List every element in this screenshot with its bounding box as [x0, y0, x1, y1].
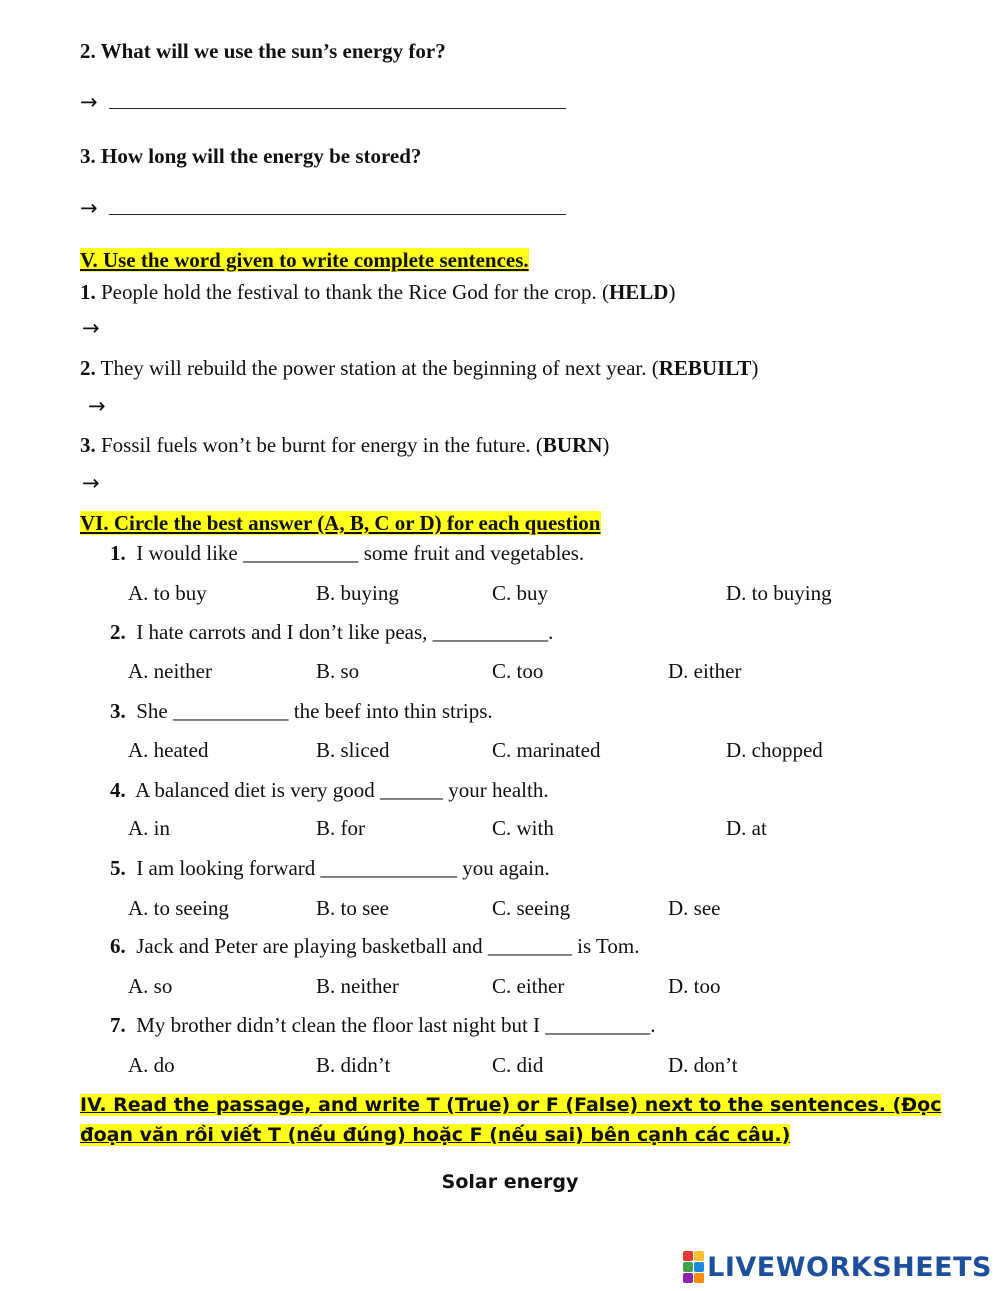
mcq-7-option-d[interactable]: D. don’t	[668, 1053, 738, 1077]
mcq-3-question: 3. She ___________ the beef into thin strips.	[110, 699, 493, 723]
section-5-heading: V. Use the word given to write complete sentences.	[80, 248, 529, 272]
mcq-5-option-d[interactable]: D. see	[668, 896, 721, 920]
answer-row-q2	[80, 89, 566, 115]
section-4-heading-line-1: IV. Read the passage, and write T (True) or F (False) next to the sentences. (Đọc	[80, 1094, 942, 1116]
mcq-2-option-a[interactable]: A. neither	[128, 659, 212, 683]
arrow-icon: →	[80, 196, 98, 220]
mcq-2-option-c[interactable]: C. too	[492, 659, 544, 683]
mcq-7-question: 7. My brother didn’t clean the floor last night but I __________.	[110, 1013, 656, 1037]
question-2-text: 2. What will we use the sun’s energy for?	[80, 39, 446, 63]
mcq-2-option-d[interactable]: D. either	[668, 659, 742, 683]
mcq-6-option-b[interactable]: B. neither	[316, 974, 399, 998]
mcq-5-option-b[interactable]: B. to see	[316, 896, 389, 920]
mcq-4-option-a[interactable]: A. in	[128, 816, 170, 840]
answer-row-q3	[80, 195, 566, 221]
mcq-4-question: 4. A balanced diet is very good ______ your health.	[110, 778, 549, 802]
passage-title: Solar energy	[441, 1171, 579, 1193]
mcq-1-question: 1. I would like ___________ some fruit and vegetables.	[110, 541, 585, 565]
mcq-6-question: 6. Jack and Peter are playing basketball and ________ is Tom.	[110, 934, 640, 958]
mcq-4-option-d[interactable]: D. at	[726, 816, 767, 840]
answer-blank-q3[interactable]	[109, 196, 566, 215]
answer-blank-q2[interactable]	[109, 90, 566, 109]
logo-text: LIVEWORKSHEETS	[707, 1251, 992, 1283]
mcq-6-option-a[interactable]: A. so	[128, 974, 173, 998]
mcq-5-option-c[interactable]: C. seeing	[492, 896, 571, 920]
mcq-3-option-d[interactable]: D. chopped	[726, 738, 823, 762]
mcq-1-option-c[interactable]: C. buy	[492, 581, 549, 605]
mcq-6-option-c[interactable]: C. either	[492, 974, 565, 998]
mcq-1-option-b[interactable]: B. buying	[316, 581, 399, 605]
mcq-1-option-d[interactable]: D. to buying	[726, 581, 832, 605]
section-6-heading: VI. Circle the best answer (A, B, C or D) for each question	[80, 511, 601, 535]
section-4-heading-line-2: đoạn văn rồi viết T (nếu đúng) hoặc F (nếu sai) bên cạnh các câu.)	[80, 1124, 791, 1146]
mcq-2-question: 2. I hate carrots and I don’t like peas, ___________.	[110, 620, 554, 644]
arrow-icon: →	[88, 394, 106, 418]
arrow-icon: →	[80, 90, 98, 114]
arrow-icon: →	[82, 316, 100, 340]
section-5-item-2: 2. They will rebuild the power station at the beginning of next year. (REBUILT)	[80, 356, 759, 380]
mcq-3-option-c[interactable]: C. marinated	[492, 738, 601, 762]
logo-mark-icon	[683, 1251, 704, 1283]
mcq-1-option-a[interactable]: A. to buy	[128, 581, 207, 605]
mcq-7-option-c[interactable]: C. did	[492, 1053, 544, 1077]
mcq-7-option-a[interactable]: A. do	[128, 1053, 175, 1077]
mcq-3-option-a[interactable]: A. heated	[128, 738, 209, 762]
mcq-7-option-b[interactable]: B. didn’t	[316, 1053, 391, 1077]
arrow-icon: →	[82, 471, 100, 495]
mcq-4-option-b[interactable]: B. for	[316, 816, 365, 840]
mcq-4-option-c[interactable]: C. with	[492, 816, 554, 840]
mcq-2-option-b[interactable]: B. so	[316, 659, 360, 683]
mcq-5-question: 5. I am looking forward _____________ you again.	[110, 856, 550, 880]
section-5-item-1: 1. People hold the festival to thank the Rice God for the crop. (HELD)	[80, 280, 676, 304]
question-3-text: 3. How long will the energy be stored?	[80, 144, 422, 168]
mcq-3-option-b[interactable]: B. sliced	[316, 738, 390, 762]
mcq-6-option-d[interactable]: D. too	[668, 974, 721, 998]
section-5-item-3: 3. Fossil fuels won’t be burnt for energy in the future. (BURN)	[80, 433, 610, 457]
mcq-5-option-a[interactable]: A. to seeing	[128, 896, 229, 920]
liveworksheets-logo	[683, 1251, 992, 1283]
